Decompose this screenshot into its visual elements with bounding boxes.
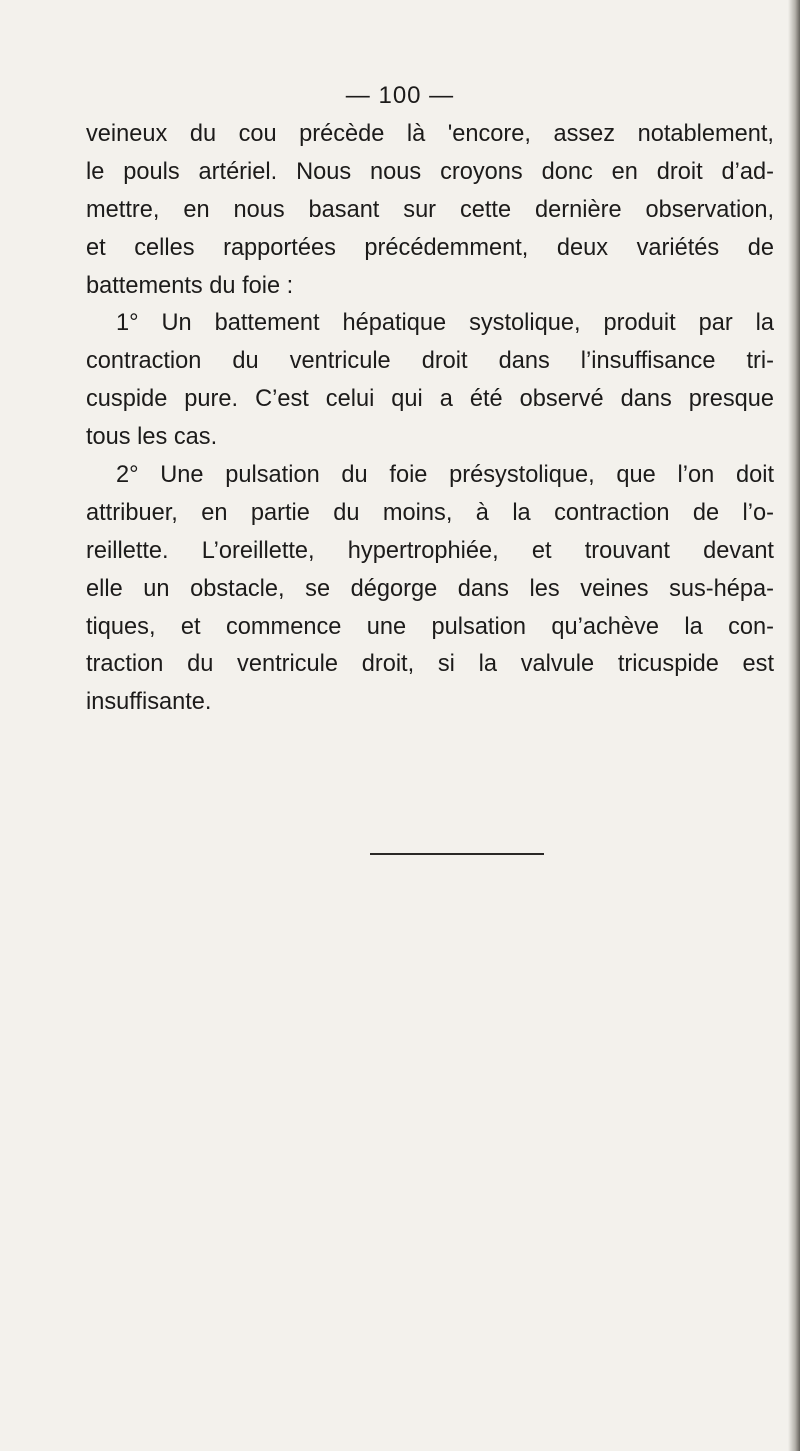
text-line: attribuer, en partie du moins, à la contraction de l’o- (86, 499, 774, 526)
section-divider (370, 853, 544, 855)
text-line: mettre, en nous basant sur cette dernière observation, (86, 196, 774, 223)
text-line: reillette. L’oreillette, hypertrophiée, et trouvant devant (86, 537, 774, 564)
text-line: tous les cas. (86, 424, 218, 451)
text-line: et celles rapportées précédemment, deux variétés de (86, 234, 774, 261)
text-line: battements du foie : (86, 272, 294, 299)
text-line: cuspide pure. C’est celui qui a été observé dans presque (86, 386, 774, 413)
text-line: 1° Un battement hépatique systolique, produit par la (116, 310, 774, 337)
text-line: elle un obstacle, se dégorge dans les veines sus-hépa- (86, 575, 774, 602)
text-line: tiques, et commence une pulsation qu’achève la con- (86, 613, 774, 640)
page-edge-shadow (788, 0, 800, 1451)
page-number: — 100 — (345, 82, 455, 109)
text-line: contraction du ventricule droit dans l’insuffisance tri- (86, 348, 774, 375)
text-line: 2° Une pulsation du foie présystolique, que l’on doit (116, 462, 774, 489)
text-line: le pouls artériel. Nous nous croyons donc en droit d’ad- (86, 158, 774, 185)
text-line: insuffisante. (86, 689, 212, 716)
body-text (86, 116, 774, 722)
text-line: traction du ventricule droit, si la valvule tricuspide est (86, 651, 774, 678)
text-line: veineux du cou précède là 'encore, assez notablement, (86, 121, 774, 147)
